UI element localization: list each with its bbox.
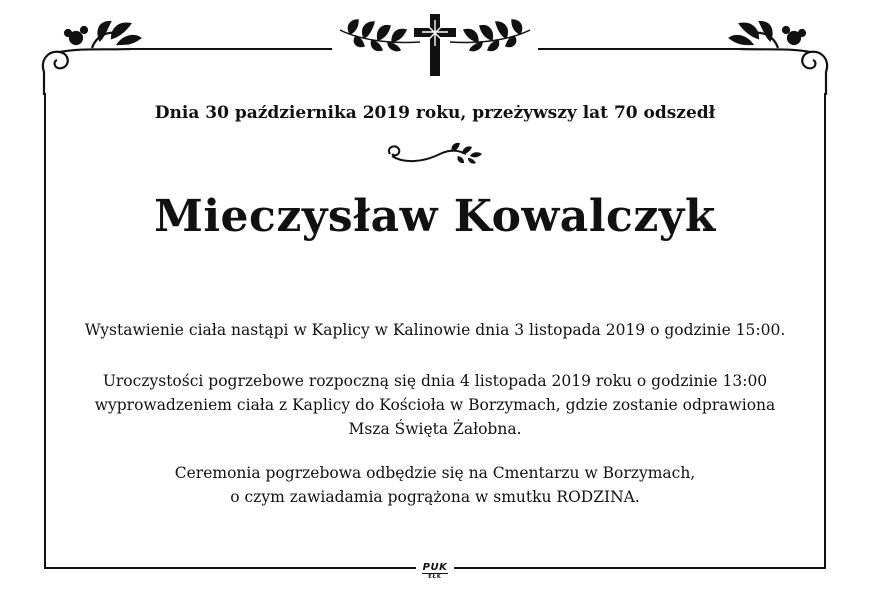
deceased-name: Mieczysław Kowalczyk	[154, 191, 716, 242]
paragraph-ceremony	[40, 369, 830, 441]
cross-with-laurel-icon	[340, 14, 530, 76]
paragraph-line: o czym zawiadamia pogrążona w smutku RODZINA.	[230, 488, 640, 506]
paragraph-line: Msza Święta Żałobna.	[348, 420, 522, 438]
swirl-divider-icon	[384, 140, 486, 170]
paragraph-line: Uroczystości pogrzebowe rozpoczną się dnia 4 listopada 2019 roku o godzinie 13:00	[102, 372, 768, 390]
logo-line2: EŁK	[422, 573, 448, 580]
paragraph-burial	[40, 461, 830, 509]
paragraph-line: Wystawienie ciała nastąpi w Kaplicy w Kalinowie dnia 3 listopada 2019 o godzinie 15:00.	[84, 321, 786, 339]
paragraph-line: wyprowadzeniem ciała z Kaplicy do Kościoła w Borzymach, gdzie zostanie odprawiona	[94, 396, 776, 414]
paragraph-line: Ceremonia pogrzebowa odbędzie się na Cmentarzu w Borzymach,	[174, 464, 696, 482]
floral-corner-icon-right	[730, 22, 827, 95]
headline: Dnia 30 października 2019 roku, przeżywszy lat 70 odszedł	[154, 103, 716, 123]
floral-corner-icon-left	[43, 22, 140, 95]
logo-line1: PUK	[422, 562, 448, 573]
top-ornament	[0, 0, 870, 95]
puk-logo	[416, 562, 454, 582]
paragraph-viewing	[40, 318, 830, 342]
